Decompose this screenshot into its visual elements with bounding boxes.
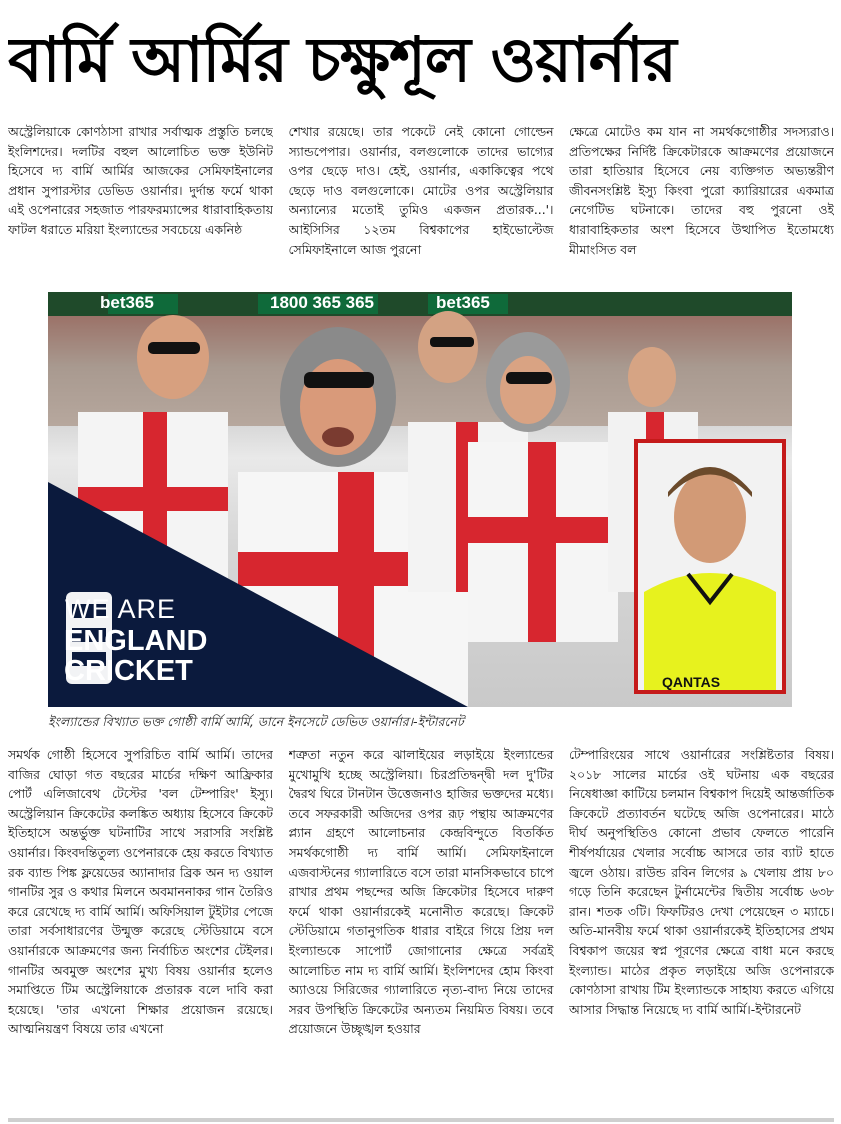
inset-shirt-text: QANTAS — [662, 674, 721, 690]
bottom-column-3: টেম্পারিংয়ের সাথে ওয়ার্নারের সংশ্লিষ্টতার বিষয়। ২০১৮ সালের মার্চের ওই ঘটনায় এক বছরের নিষেধাজ্ঞা কাটিয়ে চলমান বিশ্বকাপ দিয়েই আন্তর্জাতিক ক্রিকেটে প্রত্যাবর্তন ঘটেছে অজি ওপেনারের। মাঠে দীর্ঘ অনুপস্থিতিও কোনো প্রভাব ফেলতে পারেনি শীর্ষপর্যায়ের খেলার সর্বোচ্চ আসরে তার ব্যাট হাতে জ্বলে ওঠায়। রাউন্ড রবিন লিগের ৯ খেলায় প্রায় ৮০ গড়ে তিনি করেছেন টুর্নামেন্টের দ্বিতীয় সর্বোচ্চ ৬৩৮ রান। শতক ৩টি। ফিফটিরও দেখা পেয়েছেন ৩ ম্যাচে। অতি-মানবীয় ফর্মে থাকা ওয়ার্নারকেই ইতিহাসের প্রথম বিশ্বকাপ জয়ের স্বপ্ন পূরণের ক্ষেত্রে বাধা মনে করছে ইংল্যান্ড। মাঠের প্রকৃত লড়াইয়ে অজি ওপেনারকে কোণঠাসা রাখায় টিম ইংল্যান্ডকে সাহায্য করতে এগিয়ে আসার সিদ্ধান্ত নিয়েছে দ্য বার্মি আর্মি।-ইন্টারনেট — [569, 747, 834, 1017]
bottom-rule — [8, 1118, 834, 1122]
banner-england: ENGLAND — [64, 625, 208, 657]
banner-cricket: CRICKET — [64, 655, 193, 687]
top-column-2: শেখার রয়েছে। তার পকেটে নেই কোনো গোল্ডেন স্যান্ডপেপার। ওয়ার্নার, বলগুলোকে তাদের ভাগ্যের ওপর ছেড়ে দাও। হেই, ওয়ার্নার, একাকিত্বের পথে ছেড়ে দাও বলগুলোকে। মোটের ওপর অস্ট্রেলিয়ার অন্যান্যের মতোই তুমিও একজন প্রতারক...'। আইসিসির ১২তম বিশ্বকাপের হাইভোল্টেজ সেমিফাইনালে আজ পুরনো — [288, 124, 554, 257]
headline: বার্মি আর্মির চক্ষুশূল ওয়ার্নার — [8, 23, 676, 96]
top-column-1: অস্ট্রেলিয়াকে কোণঠাসা রাখার সর্বাত্মক প্রস্তুতি চলছে ইংলিশদের। দলটির বহুল আলোচিত ভক্ত ইউনিট হিসেবে দ্য বার্মি আর্মির আজকের সেমিফাইনালের প্রধান সুপারস্টার ডেভিড ওয়ার্নার। দুর্দান্ত ফর্মে থাকা এই ওপেনারের সহজাত পারফরম্যান্সের ধারাবাহিকতায় ফাটল ধরাতে মরিয়া ইংল্যান্ডের সবচেয়ে একনিষ্ঠ — [8, 124, 273, 237]
bottom-columns — [8, 745, 834, 1113]
sponsor-bet365-right: bet365 — [436, 293, 490, 312]
top-column-3: ক্ষেত্রে মোটেও কম যান না সমর্থকগোষ্ঠীর সদস্যরাও। প্রতিপক্ষের নির্দিষ্ট ক্রিকেটারকে আক্রমণের প্রয়োজনে তারা হাতিয়ার হিসেবে নেয় ব্যক্তিগত অভ্যন্তরীণ জীবনসংশ্লিষ্ট ইস্যু কিংবা পুরো ক্যারিয়ারের একমাত্র নেগেটিভ ঘটনাকে। তাদের বহু পুরনো ওই ধারাবাহিকতার অংশ হিসেবে উত্থাপিত ইতোমধ্যে মীমাংসিত বল — [569, 124, 834, 257]
bottom-column-1: সমর্থক গোষ্ঠী হিসেবে সুপরিচিত বার্মি আর্মি। তাদের বাজির ঘোড়া গত বছরের মার্চের দক্ষিণ আফ্রিকার পোর্ট এলিজাবেথ টেস্টের 'বল টেম্পারিং' ইস্যু। অস্ট্রেলিয়ান ক্রিকেটের কলঙ্কিত অধ্যায় হিসেবে ক্রিকেট ইতিহাসে অন্তর্ভুক্ত ঘটনাটির সাথে সরাসরি সংশ্লিষ্ট ওয়ার্নার। কিংবদন্তিতুল্য ওপেনারকে হেয় করতে বিখ্যাত রক ব্যান্ড পিঙ্ক ফ্লয়েডের অ্যানাদার ব্রিক অন দ্য ওয়াল গানটির সুর ও কথার মিলনে অবমাননাকর গান তৈরিও করে রেখেছে দ্য বার্মি আর্মি। অফিসিয়াল টুইটার পেজে তারা সর্বসাধারণের উন্মুক্ত করেছে স্টেডিয়ামে বসে ওয়ার্নারকে আক্রমণের জন্য নির্বাচিত অংশের টেইলর। গানটির অবমুক্ত অংশের মুখ্য বিষয় ওয়ার্নার হলেও সমাপ্তিতে টিম অস্ট্রেলিয়াকে প্রতারক বলে দাবি করা হয়েছে। 'তার এখনো শিক্ষার প্রয়োজন রয়েছে। আত্মনিয়ন্ত্রণ বিষয়ে তার এখনো — [8, 747, 273, 1037]
top-columns — [8, 122, 834, 282]
sponsor-phone: 1800 365 365 — [270, 293, 374, 312]
photo-caption: ইংল্যান্ডের বিখ্যাত ভক্ত গোষ্ঠী বার্মি আর্মি, ডানে ইনসেটে ডেভিড ওয়ার্নার।-ইন্টারনেট — [48, 714, 464, 729]
bottom-column-2: শত্রুতা নতুন করে ঝালাইয়ের লড়াইয়ে ইংল্যান্ডের মুখোমুখি হচ্ছে অস্ট্রেলিয়া। চিরপ্রতিদ্বন্দ্বী দল দু'টির দ্বৈরথ ঘিরে টানটান উত্তেজনাও হাজির ভক্তদের মধ্যে। তবে সফরকারী অজিদের ওপর রূঢ় পন্থায় আক্রমণের প্ল্যান গ্রহণে আলোচনার কেন্দ্রবিন্দুতে বিতর্কিত সমর্থকগোষ্ঠী দ্য বার্মি আর্মি। সেমিফাইনালে এজবাস্টনের গ্যালারিতে বসে তারা মানসিকভাবে চাপে রাখার প্রথম পছন্দের অজি ক্রিকেটার হিসেবে দারুণ ফর্মে থাকা ওয়ার্নারকেই মনোনীত করেছে। ক্রিকেট স্টেডিয়ামে গতানুগতিক ধারার বাইরে গিয়ে প্রিয় দল ইংল্যান্ডকে সাপোর্ট জোগানোর ক্ষেত্রে সর্বত্রই আলোচিত নাম দ্য বার্মি আর্মি। ইংলিশদের হোম কিংবা অ্যাওয়ে সিরিজের গ্যালারিতে নৃত্য-বাদ্য নিয়ে তাদের সরব উপস্থিতি ক্রিকেটের অন্যতম নিয়মিত বিষয়। তবে প্রয়োজনে উচ্ছৃঙ্খল হওয়ার — [288, 747, 554, 1037]
banner-we-are: WE ARE — [65, 594, 177, 624]
sponsor-bet365-left: bet365 — [100, 293, 154, 312]
